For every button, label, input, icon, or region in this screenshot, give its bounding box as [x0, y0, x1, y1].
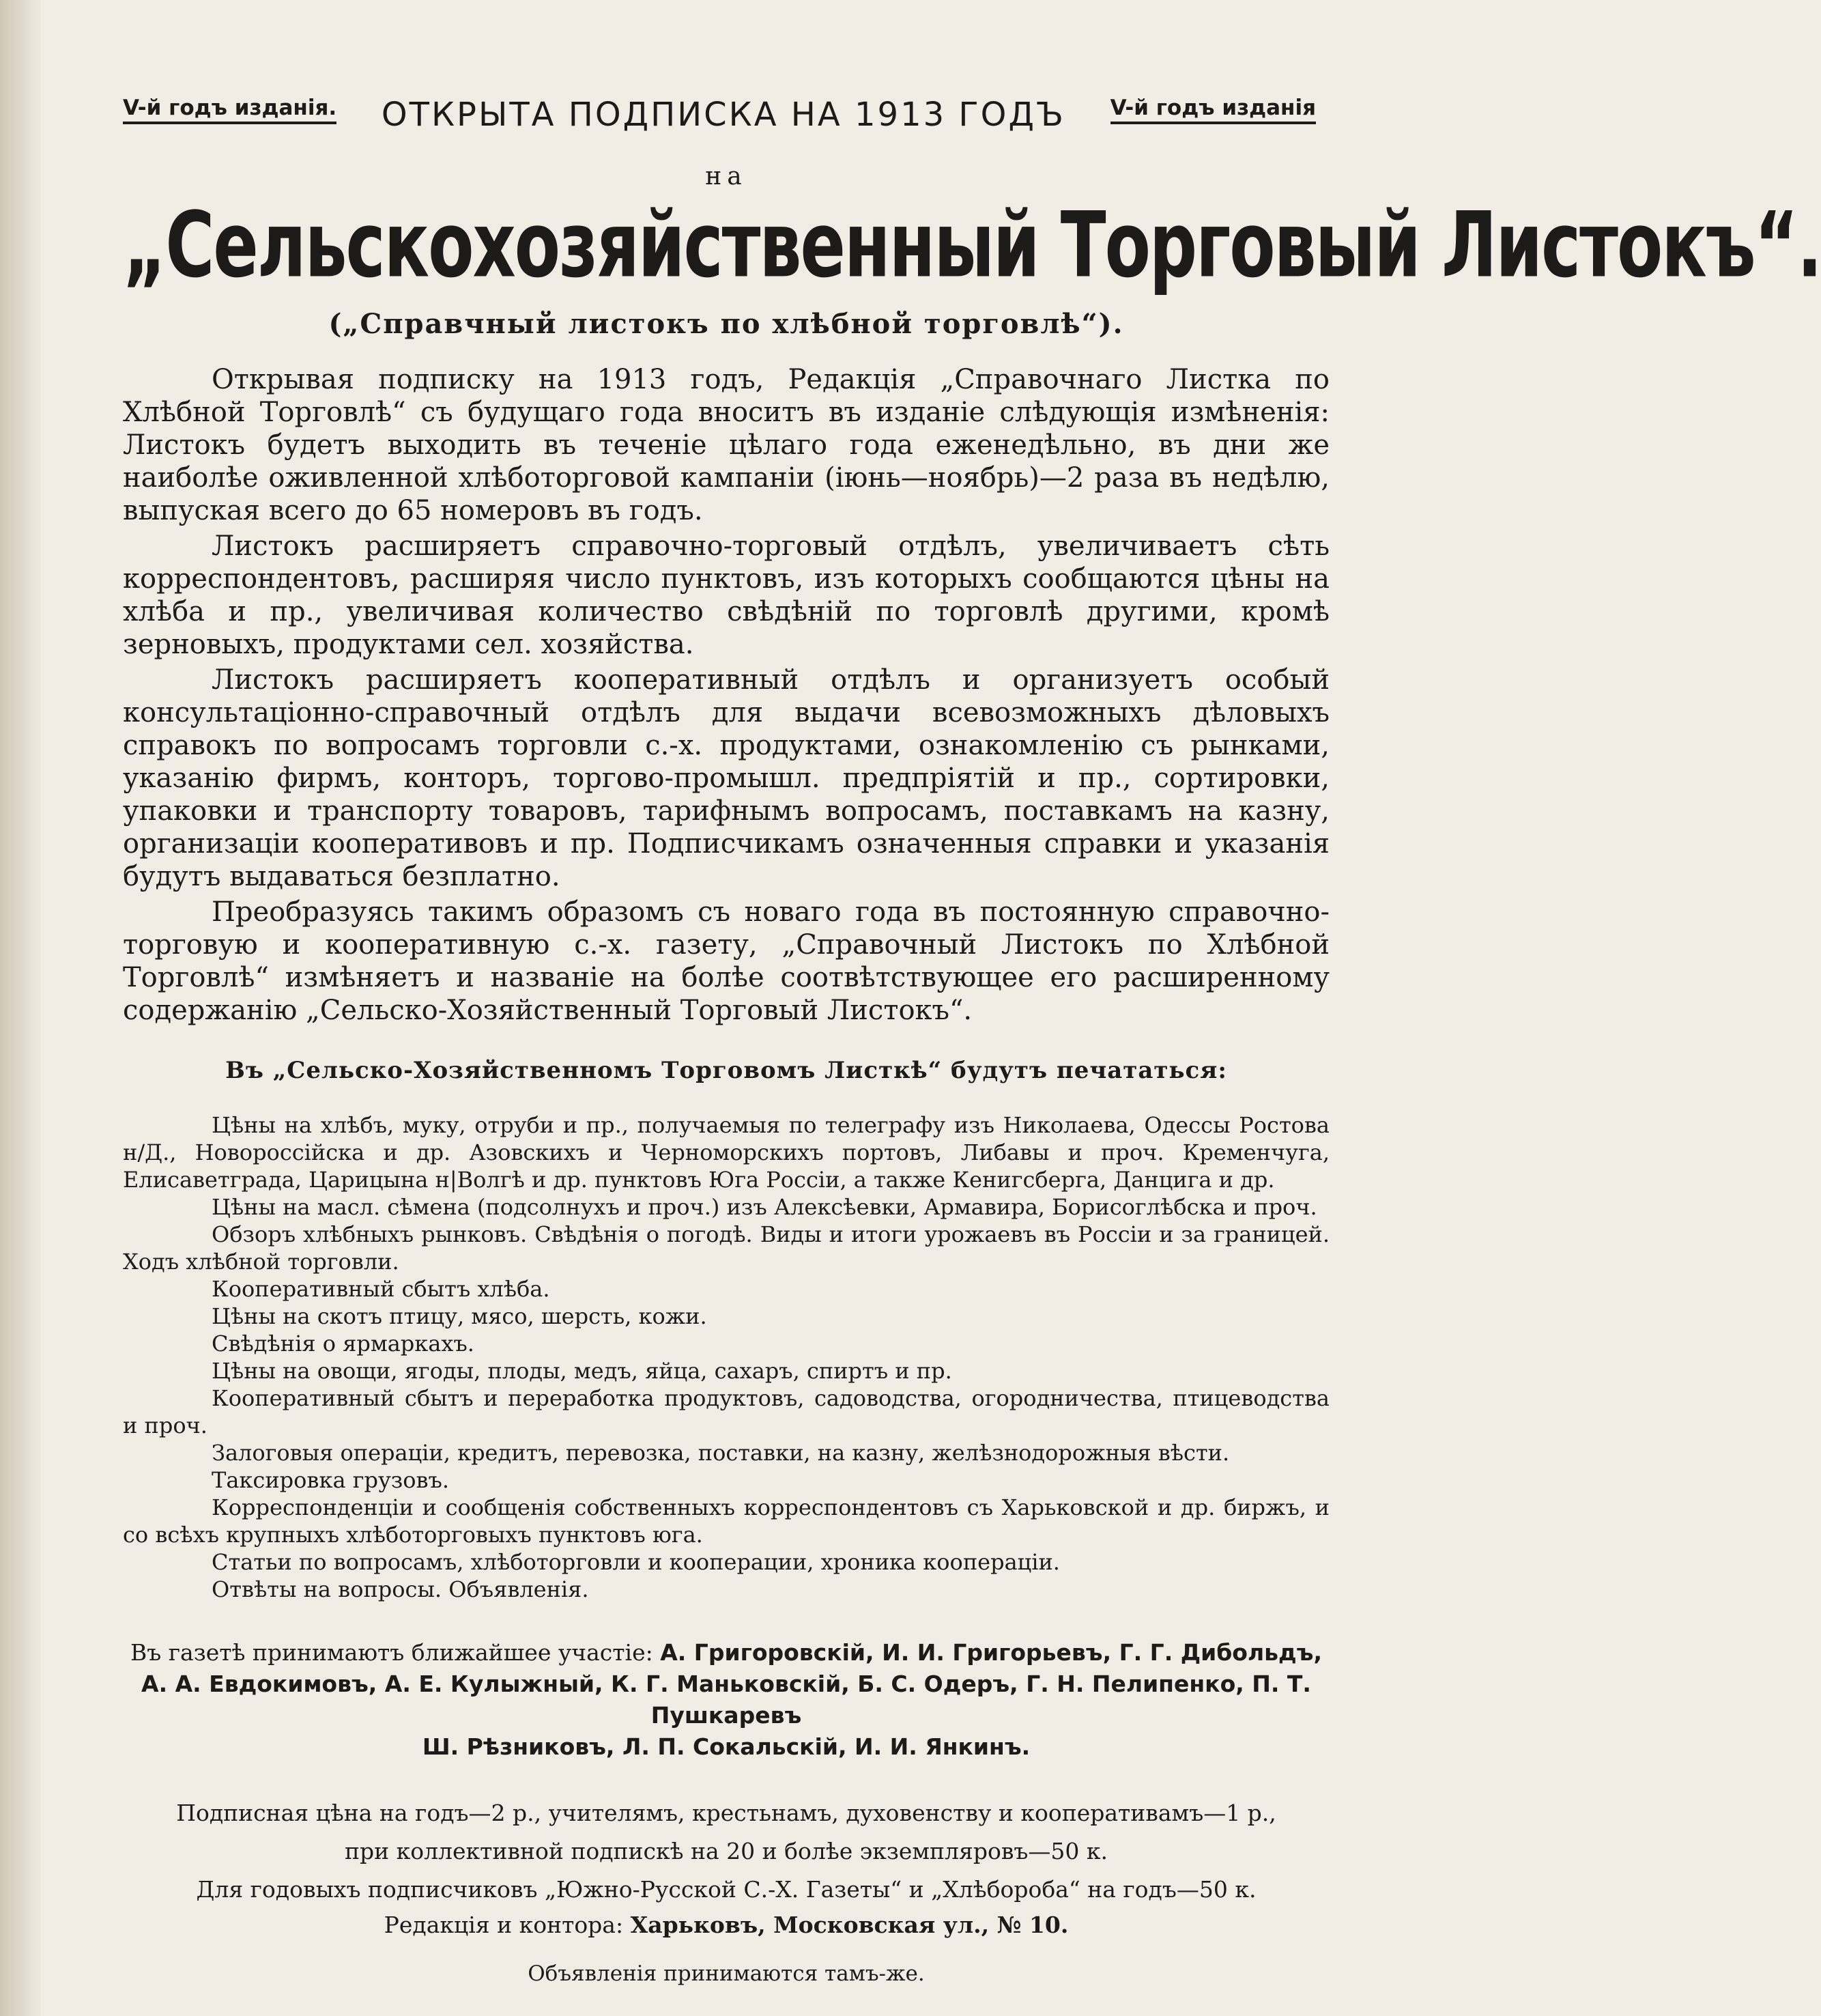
office-address — [123, 1912, 1330, 1938]
contributors-line-2: А. А. Евдокимовъ, А. Е. Кулыжный, К. Г. Маньковскій, Б. С. Одеръ, Г. Н. Пелипенко, П. Т. Пушкаревъ — [141, 1671, 1311, 1729]
ads-note: Объявленія принимаются тамъ-же. — [528, 1961, 925, 1986]
list-item: Отвѣты на вопросы. Объявленія. — [212, 1576, 589, 1602]
list-item: Корреспонденціи и сообщенія собственныхъ корреспондентовъ съ Харьковской и др. биржъ, и со всѣхъ крупныхъ хлѣботорговыхъ пунктовъ юга. — [123, 1494, 1330, 1548]
contributors-line-1: А. Григоровскій, И. И. Григорьевъ, Г. Г. Дибольдъ, — [660, 1639, 1322, 1666]
list-item: Свѣдѣнія о ярмаркахъ. — [212, 1331, 474, 1357]
price-line-1: Подписная цѣна на годъ—2 р., учителямъ, крестьнамъ, духовенству и кооперативамъ—1 р., — [176, 1800, 1276, 1826]
list-item: Цѣны на овощи, ягоды, плоды, медъ, яйца, сахаръ, спиртъ и пр. — [212, 1358, 952, 1384]
header-row — [123, 89, 1330, 150]
section-title: Въ „Сельско-Хозяйственномъ Торговомъ Листкѣ“ будутъ печататься: — [225, 1057, 1227, 1084]
list-item: Статьи по вопросамъ, хлѣботорговли и кооперации, хроника коопераціи. — [212, 1549, 1060, 1575]
edition-right: V-й годъ изданія — [1110, 96, 1316, 124]
list-item: Кооперативный сбытъ хлѣба. — [212, 1276, 550, 1302]
list-item: Кооперативный сбытъ и переработка продуктовъ, садоводства, огородничества, птицеводства и проч. — [123, 1385, 1330, 1438]
pricing-block — [123, 1797, 1330, 1906]
paragraph: Открывая подписку на 1913 годъ, Редакція „Справочнаго Листка по Хлѣбной Торговлѣ“ съ будущаго года вноситъ въ изданіе слѣдующія измѣненія: Листокъ будетъ выходить въ теченіе цѣлаго года еженедѣльно, въ дни же наиболѣе оживленной хлѣботорговой кампаніи (іюнь—ноябрь)—2 раза въ недѣлю, выпуская всего до 65 номеровъ въ годъ. — [123, 364, 1330, 526]
paragraph: Преобразуясь такимъ образомъ съ новаго года въ постоянную справочно-торговую и кооперативную с.-х. газету, „Справочный Листокъ по Хлѣбной Торговлѣ“ измѣняетъ и названіе на болѣе соотвѣтствующее его расширенному содержанію „Сельско-Хозяйственный Торговый Листокъ“. — [123, 896, 1330, 1026]
list-item: Цѣны на масл. сѣмена (подсолнухъ и проч.) изъ Алексѣевки, Армавира, Борисоглѣбска и проч. — [212, 1194, 1317, 1220]
subscription-title: ОТКРЫТА ПОДПИСКА НА 1913 ГОДЪ — [381, 96, 1065, 134]
scan-edge — [0, 0, 41, 2016]
paragraph: Листокъ расширяетъ кооперативный отдѣлъ и организуетъ особый консультаціонно-справочный отдѣлъ для выдачи всевозможныхъ дѣловыхъ справокъ по вопросамъ торговли с.-х. продуктами, ознакомленію съ рынками, указанію фирмъ, конторъ, торгово-промышл. предпріятій и пр., сортировки, упаковки и транспорту товаровъ, тарифнымъ вопросамъ, поставкамъ на казну, организаціи кооперативовъ и пр. Подписчикамъ означенныя справки и указанія будутъ выдаваться безплатно. — [123, 664, 1330, 892]
office-lead: Редакція и контора: — [384, 1912, 624, 1938]
contents-list — [123, 1111, 1330, 1603]
contributors-lead: Въ газетѣ принимаютъ ближайшее участіе: — [130, 1639, 653, 1666]
list-item: Цѣны на хлѣбъ, муку, отруби и пр., получаемыя по телеграфу изъ Николаева, Одессы Ростова н/Д., Новороссійска и др. Азовскихъ и Черноморскихъ портовъ, Либавы и проч. Кременчуга, Елисаветграда, Царицына н|Волгѣ и др. пунктовъ Юга Россіи, а также Кенигсберга, Данцига и др. — [123, 1112, 1330, 1193]
na-word: на — [705, 162, 747, 190]
edition-left: V-й годъ изданія. — [123, 96, 336, 124]
list-item: Обзоръ хлѣбныхъ рынковъ. Свѣдѣнія о погодѣ. Виды и итоги урожаевъ въ Россіи и за границей. Ходъ хлѣбной торговли. — [123, 1221, 1330, 1275]
masthead-title: „Сельскохозяйственный Торговый Листокъ“. — [123, 193, 1821, 298]
contributors-block — [123, 1637, 1330, 1763]
price-line-3: Для годовыхъ подписчиковъ „Южно-Русской С.-Х. Газеты“ и „Хлѣбороба“ на годъ—50 к. — [196, 1876, 1257, 1903]
contributors-line-3: Ш. Рѣзниковъ, Л. П. Сокальскій, И. И. Янкинъ. — [422, 1733, 1031, 1760]
subtitle: („Справчный листокъ по хлѣбной торговлѣ“). — [328, 308, 1124, 340]
list-item: Цѣны на скотъ птицу, мясо, шерсть, кожи. — [212, 1303, 707, 1329]
list-item: Залоговыя операціи, кредитъ, перевозка, поставки, на казну, желѣзнодорожныя вѣсти. — [212, 1440, 1230, 1466]
price-line-2: при коллективной подпискѣ на 20 и болѣе экземпляровъ—50 к. — [344, 1838, 1108, 1864]
paragraph: Листокъ расширяетъ справочно-торговый отдѣлъ, увеличиваетъ сѣть корреспондентовъ, расширяя число пунктовъ, изъ которыхъ сообщаются цѣны на хлѣба и пр., увеличивая количество свѣдѣній по торговлѣ другими, кромѣ зерновыхъ, продуктами сел. хозяйства. — [123, 530, 1330, 660]
office-location: Харьковъ, Московская ул., № 10. — [630, 1912, 1069, 1938]
list-item: Таксировка грузовъ. — [212, 1467, 450, 1493]
